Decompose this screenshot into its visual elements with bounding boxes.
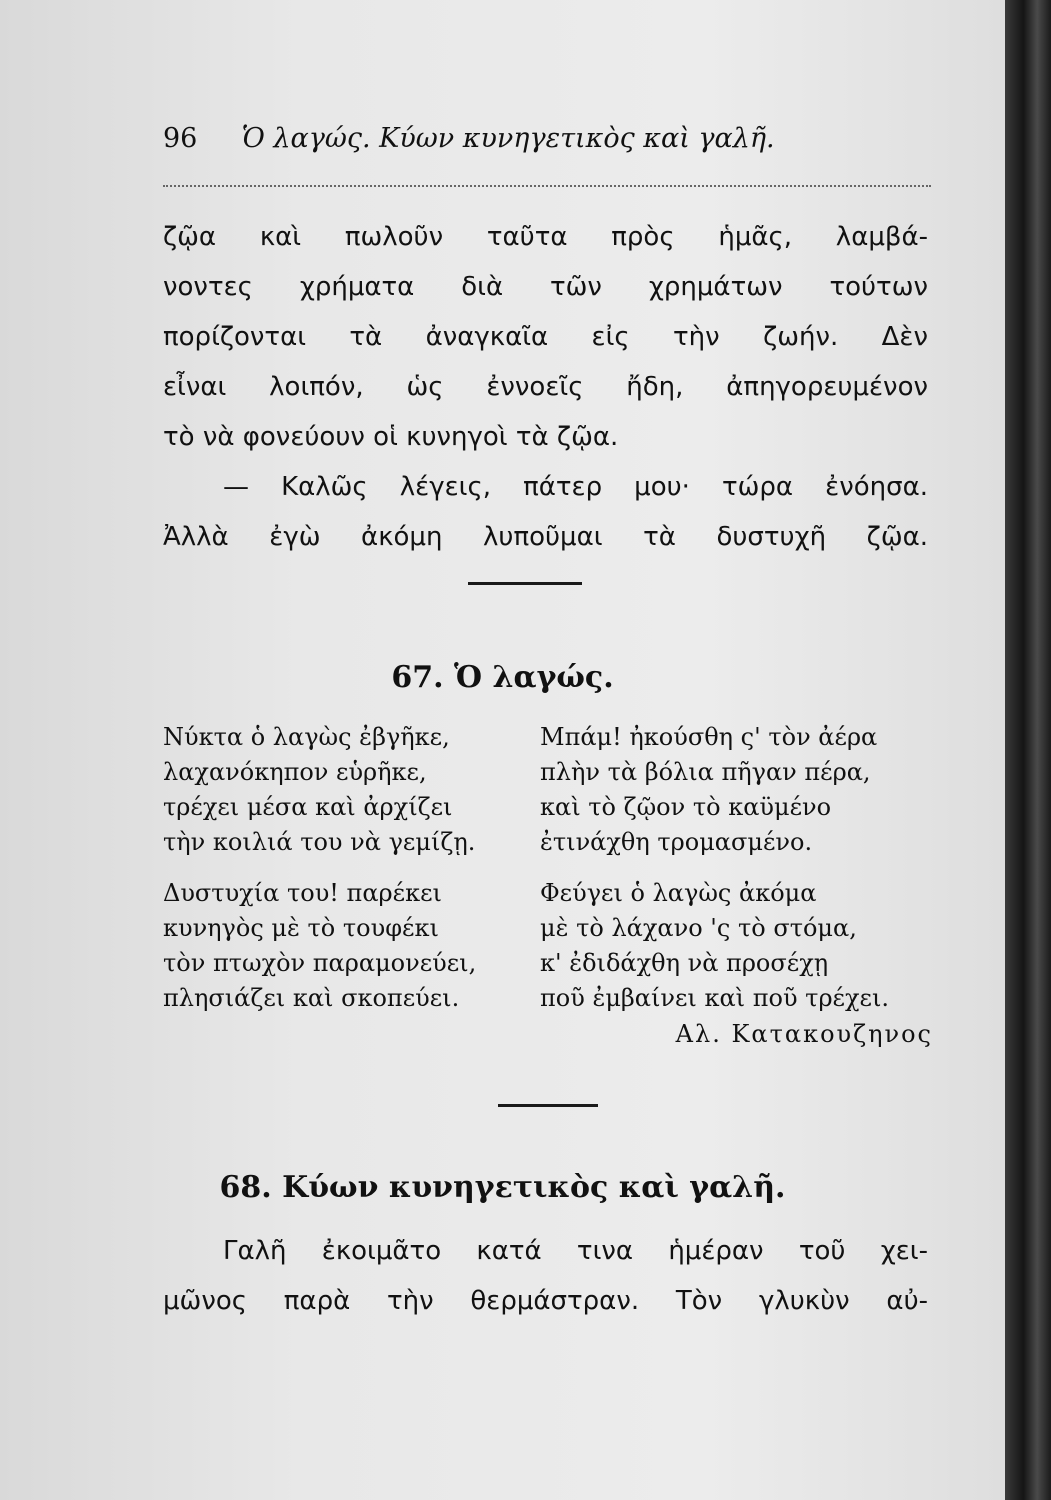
poem-line: τρέχει μέσα καὶ ἀρχίζει xyxy=(163,793,453,821)
poem-line: κυνηγὸς μὲ τὸ τουφέκι xyxy=(163,914,439,942)
poem-stanza-2-right xyxy=(540,876,889,1016)
poem-line: μὲ τὸ λάχανο 'ς τὸ στόμα, xyxy=(540,914,857,942)
poem-line: τὸν πτωχὸν παραμονεύει, xyxy=(163,949,477,977)
prose-line: τὸ νὰ φονεύουν οἱ κυνηγοὶ τὰ ζῷα. xyxy=(163,422,619,452)
prose-line: Γαλῆ ἐκοιμᾶτο κατά τινα ἡμέραν τοῦ χει- xyxy=(223,1236,928,1266)
section-separator xyxy=(468,582,582,585)
poem-line: τὴν κοιλιά του νὰ γεμίζῃ. xyxy=(163,828,476,856)
prose-top xyxy=(163,212,928,562)
poem-stanza-2-left xyxy=(163,876,476,1016)
prose-line: ζῷα καὶ πωλοῦν ταῦτα πρὸς ἡμᾶς, λαμβά- xyxy=(163,222,928,252)
poem-line: λαχανόκηπον εὑρῆκε, xyxy=(163,758,427,786)
section-separator xyxy=(498,1104,598,1107)
prose-section-68 xyxy=(163,1226,928,1326)
section-67-title: 67. Ὁ λαγώς. xyxy=(391,660,614,695)
poem-line: Μπάμ! ἠκούσθη ς' τὸν ἀέρα xyxy=(540,723,878,751)
prose-line: μῶνος παρὰ τὴν θερμάστραν. Τὸν γλυκὺν αὐ- xyxy=(163,1286,928,1316)
prose-line: νοντες χρήματα διὰ τῶν χρημάτων τούτων xyxy=(163,272,928,302)
poem-line: καὶ τὸ ζῷον τὸ καϋμένο xyxy=(540,793,832,821)
poem-line: πλὴν τὰ βόλια πῆγαν πέρα, xyxy=(540,758,871,786)
poem-line: Δυστυχία του! παρέκει xyxy=(163,879,442,907)
poem-line: Φεύγει ὁ λαγὼς ἀκόμα xyxy=(540,879,817,907)
poem-line: πλησιάζει καὶ σκοπεύει. xyxy=(163,984,460,1012)
poem-stanza-1-left xyxy=(163,720,475,860)
running-title: Ὁ λαγώς. Κύων κυνηγετικὸς καὶ γαλῆ. xyxy=(241,123,775,154)
poem-line: Νύκτα ὁ λαγὼς ἐβγῆκε, xyxy=(163,723,450,751)
page-header xyxy=(163,123,775,154)
page-number: 96 xyxy=(163,123,198,154)
poem-line: ἐτινάχθη τρομασμένο. xyxy=(540,828,813,856)
poem-line: κ' ἐδιδάχθη νὰ προσέχῃ xyxy=(540,949,829,977)
prose-line: Ἀλλὰ ἐγὼ ἀκόμη λυποῦμαι τὰ δυστυχῆ ζῷα. xyxy=(163,522,928,552)
prose-line: — Καλῶς λέγεις, πάτερ μου· τώρα ἐνόησα. xyxy=(223,472,928,502)
poem-stanza-1-right xyxy=(540,720,877,860)
prose-line: πορίζονται τὰ ἀναγκαῖα εἰς τὴν ζωήν. Δὲν xyxy=(163,322,928,352)
header-rule xyxy=(163,185,931,187)
prose-line: εἶναι λοιπόν, ὡς ἐννοεῖς ἤδη, ἀπηγορευμένον xyxy=(163,372,928,402)
poem-line: ποῦ ἐμβαίνει καὶ ποῦ τρέχει. xyxy=(540,984,889,1012)
poem-author: Αλ. Κατακουζηνος xyxy=(675,1020,933,1048)
book-spine-edge xyxy=(1005,0,1051,1500)
section-68-title: 68. Κύων κυνηγετικὸς καὶ γαλῆ. xyxy=(219,1170,786,1205)
